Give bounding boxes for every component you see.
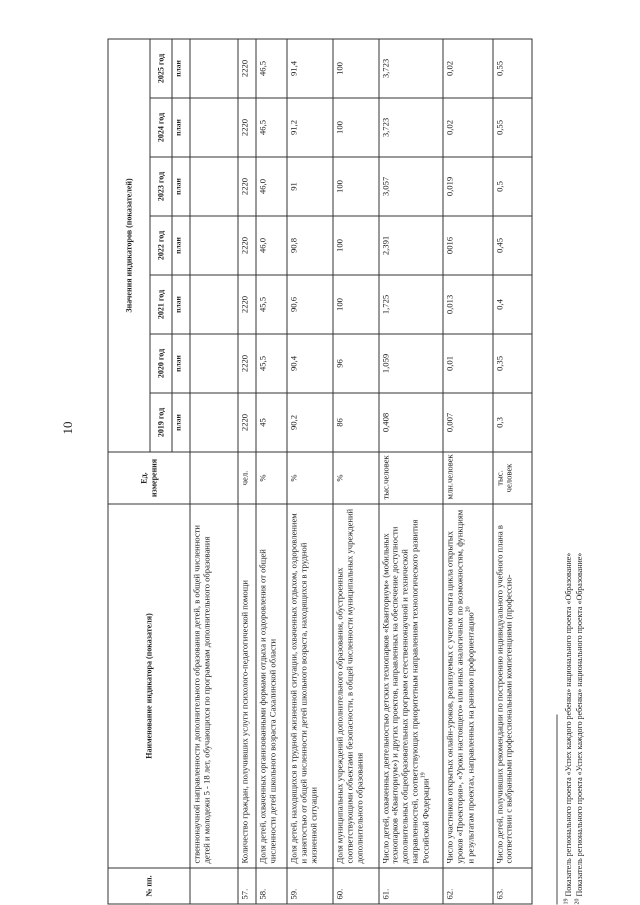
- value-cell: 0,55: [493, 98, 532, 157]
- table-row: [333, 39, 379, 904]
- unit: %: [256, 452, 287, 504]
- value-cell: 90,4: [287, 334, 333, 393]
- value-cell: 46,5: [256, 39, 287, 98]
- table-row: [238, 39, 257, 904]
- value-cell: 90,8: [287, 216, 333, 275]
- row-number: 62.: [443, 868, 493, 904]
- footnote-ref: 19: [420, 772, 427, 779]
- value-cell: 0,55: [493, 39, 532, 98]
- value-cell: 0,013: [443, 275, 493, 334]
- value-cell: 91,4: [287, 39, 333, 98]
- value-cell: 90,6: [287, 275, 333, 334]
- value-cell: 0,007: [443, 393, 493, 452]
- footnote-rule: [557, 715, 558, 905]
- unit: млн.человек: [443, 452, 493, 504]
- footnote-ref: 20: [465, 606, 472, 613]
- value-cell: [190, 98, 238, 157]
- value-cell: 100: [333, 216, 379, 275]
- header-year: 2019 год: [150, 393, 172, 452]
- value-cell: 0016: [443, 216, 493, 275]
- value-cell: 1,059: [379, 334, 443, 393]
- value-cell: 90,2: [287, 393, 333, 452]
- header-year: 2025 год: [150, 39, 172, 98]
- header-year: 2022 год: [150, 216, 172, 275]
- indicator-name: Доля муниципальных учреждений дополнительного образования, обустроенных соответствующими объектами безопасности, в общей численности муниципальных учреждений дополнительного образования: [333, 504, 379, 868]
- value-cell: 86: [333, 393, 379, 452]
- value-cell: 0,3: [493, 393, 532, 452]
- indicators-table: [108, 38, 533, 904]
- row-number: 57.: [238, 868, 257, 904]
- unit: [190, 452, 238, 504]
- value-cell: [190, 334, 238, 393]
- table-row: [443, 39, 493, 904]
- value-cell: 0,4: [493, 275, 532, 334]
- header-plan: план: [172, 216, 190, 275]
- value-cell: 0,02: [443, 98, 493, 157]
- header-plan: план: [172, 39, 190, 98]
- value-cell: 3,723: [379, 39, 443, 98]
- header-plan: план: [172, 275, 190, 334]
- unit: %: [287, 452, 333, 504]
- row-number: 60.: [333, 868, 379, 904]
- value-cell: 2220: [238, 334, 257, 393]
- header-year: 2024 год: [150, 98, 172, 157]
- value-cell: [190, 216, 238, 275]
- row-number: [190, 868, 238, 904]
- value-cell: 46,5: [256, 98, 287, 157]
- value-cell: 0,35: [493, 334, 532, 393]
- indicator-name: Число детей, получивших рекомендации по построению индивидуального учебного плана в соответствии с выбранными профессиональными компетенциями (профессио-: [493, 504, 532, 868]
- unit: тыс. человек: [493, 452, 532, 504]
- value-cell: 2220: [238, 98, 257, 157]
- value-cell: 2220: [238, 216, 257, 275]
- indicator-name: ственнонаучной направленности дополнительного образования детей, в общей численности детей и молодежи 5 - 18 лет, обучающихся по программам дополнительного образования: [190, 504, 238, 868]
- table-row: [256, 39, 287, 904]
- value-cell: 45: [256, 393, 287, 452]
- value-cell: 2220: [238, 393, 257, 452]
- value-cell: 100: [333, 98, 379, 157]
- value-cell: 2220: [238, 157, 257, 216]
- indicator-name: Число детей, охваченных деятельностью детских технопарков «Кванториум» (мобильных технопарков «Кванториум») и других проектов, направленных на обеспечение доступности дополнительных общеобразовательных программ естественнонаучной и технической направленностей, соответствующих приоритетным направлениям технологического развития Российской Федерации$^{19}$: [379, 504, 443, 868]
- value-cell: 3,057: [379, 157, 443, 216]
- value-cell: 0,5: [493, 157, 532, 216]
- header-num: № пп.: [108, 868, 190, 904]
- value-cell: 46,0: [256, 157, 287, 216]
- indicator-name: Число участников открытых онлайн-уроков, реализуемых с учетом опыта цикла открытых уроков «Проектория», «Уроки настоящего» или иных аналогичных по возможностям, функциям и результатам проектах, направленных на раннюю профориентацию$^{20}$: [443, 504, 493, 868]
- page-number: 10: [60, 421, 75, 435]
- header-plan: план: [172, 334, 190, 393]
- value-cell: 2220: [238, 39, 257, 98]
- value-cell: 45,5: [256, 334, 287, 393]
- header-values-group: Значения индикаторов (показателей): [108, 39, 150, 452]
- footnote: $^{20}$ Показатель регионального проекта «Успех каждого ребенка» национального проекта «Образование»: [574, 552, 585, 905]
- value-cell: [190, 393, 238, 452]
- value-cell: 0,408: [379, 393, 443, 452]
- value-cell: 0,02: [443, 39, 493, 98]
- value-cell: 0,01: [443, 334, 493, 393]
- header-plan: план: [172, 98, 190, 157]
- value-cell: [190, 275, 238, 334]
- header-year: 2023 год: [150, 157, 172, 216]
- value-cell: [190, 39, 238, 98]
- header-name: Наименование индикатора (показателя): [108, 504, 190, 868]
- row-number: 58.: [256, 868, 287, 904]
- indicator-name: Количество граждан, получивших услуги психолого-педагогической помощи: [238, 504, 257, 868]
- indicator-name: Доля детей, находящихся в трудной жизненной ситуации, охваченных отдыхом, оздоровлением и занятостью от общей численности детей школьного возраста, находящихся в трудной жизненной ситуации: [287, 504, 333, 868]
- unit: тыс.человек: [379, 452, 443, 504]
- value-cell: 2,391: [379, 216, 443, 275]
- unit: %: [333, 452, 379, 504]
- header-unit: Ед. измерения: [108, 452, 190, 504]
- table-row: [190, 39, 238, 904]
- table-row: [493, 39, 532, 904]
- value-cell: 91: [287, 157, 333, 216]
- indicator-name: Доля детей, охваченных организованными формами отдыха и оздоровления от общей численности детей школьного возраста Сахалинской области: [256, 504, 287, 868]
- footnote: $^{19}$ Показатель регионального проекта «Успех каждого ребенка» национального проекта «Образование»: [563, 552, 574, 905]
- rotated-page-content: [108, 40, 585, 905]
- header-plan: план: [172, 393, 190, 452]
- row-number: 59.: [287, 868, 333, 904]
- header-year: 2020 год: [150, 334, 172, 393]
- value-cell: 0,019: [443, 157, 493, 216]
- value-cell: 3,723: [379, 98, 443, 157]
- header-year: 2021 год: [150, 275, 172, 334]
- value-cell: 0,45: [493, 216, 532, 275]
- footnotes: [533, 40, 586, 905]
- value-cell: 46,0: [256, 216, 287, 275]
- value-cell: 100: [333, 157, 379, 216]
- row-number: 63.: [493, 868, 532, 904]
- value-cell: 91,2: [287, 98, 333, 157]
- value-cell: 96: [333, 334, 379, 393]
- value-cell: [190, 157, 238, 216]
- table-row: [287, 39, 333, 904]
- row-number: 61.: [379, 868, 443, 904]
- header-plan: план: [172, 157, 190, 216]
- value-cell: 1,725: [379, 275, 443, 334]
- value-cell: 45,5: [256, 275, 287, 334]
- value-cell: 100: [333, 275, 379, 334]
- value-cell: 2220: [238, 275, 257, 334]
- value-cell: 100: [333, 39, 379, 98]
- table-row: [379, 39, 443, 904]
- unit: чел.: [238, 452, 257, 504]
